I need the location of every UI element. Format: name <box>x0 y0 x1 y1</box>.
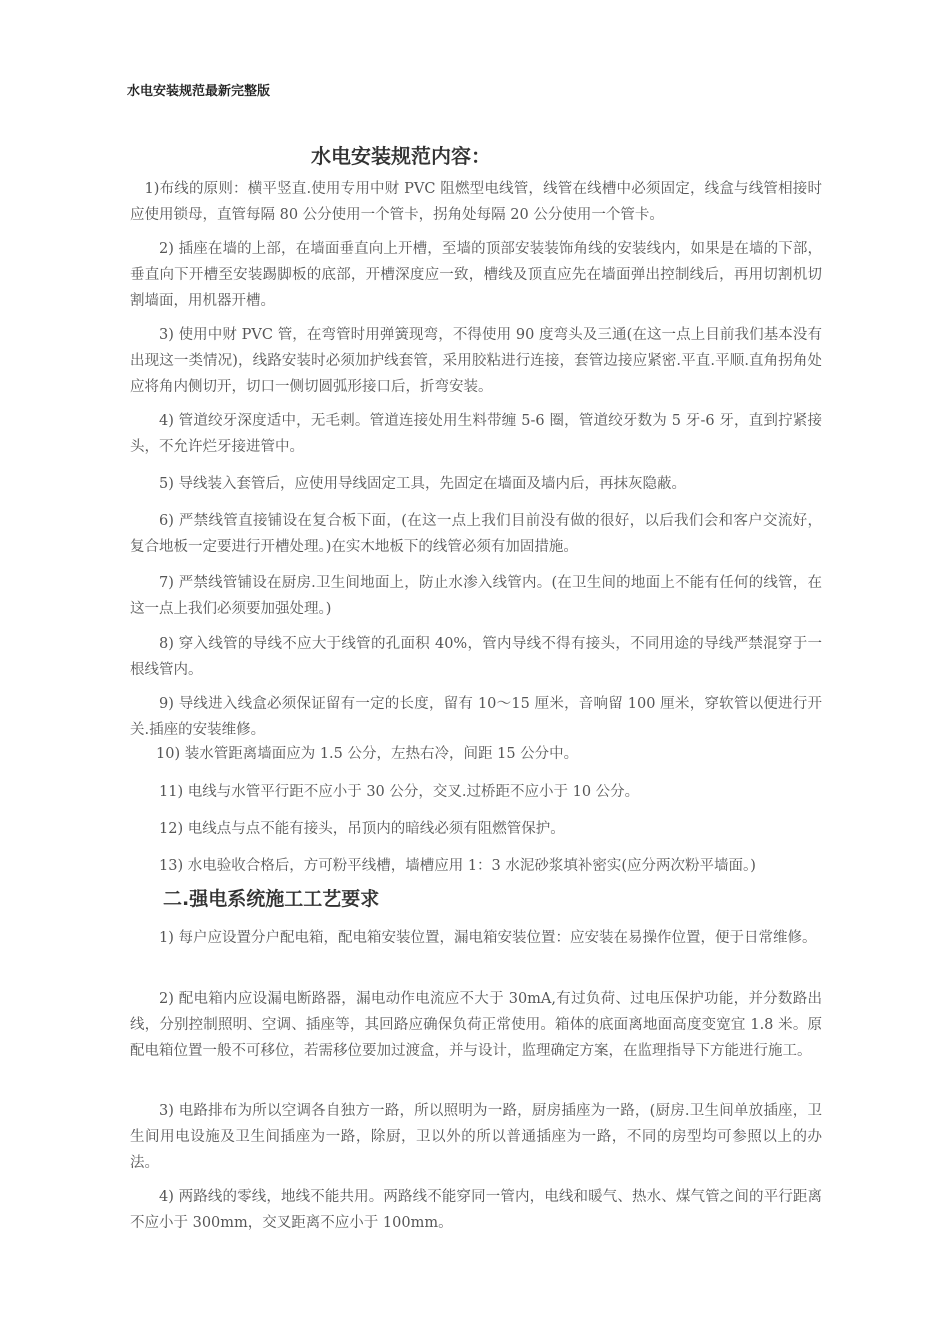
document-title: 水电安装规范内容： <box>311 144 491 168</box>
paragraph-2-2: 2) 配电箱内应设漏电断路器，漏电动作电流应不大于 30mA,有过负荷、过电压保护功能，并分数路出线，分别控制照明、空调、插座等，其回路应确保负荷正常使用。箱体的底面离地面高度变宽宜 1.8 米。原配电箱位置一般不可移位，若需移位要加过渡盒，并与设计，监理确定方案，在监理指导下方能进行施工。 <box>130 991 822 1059</box>
paragraph-1-2: 2) 插座在墙的上部，在墙面垂直向上开槽，至墙的顶部安装装饰角线的安装线内，如果是在墙的下部，垂直向下开槽至安装踢脚板的底部，开槽深度应一致，槽线及顶直应先在墙面弹出控制线后，再用切割机切割墙面，用机器开槽。 <box>130 241 822 309</box>
paragraph-1-1: 1)布线的原则：横平竖直.使用专用中财 PVC 阻燃型电线管，线管在线槽中必须固定，线盒与线管相接时应使用锁母，直管每隔 80 公分使用一个管卡，拐角处每隔 20 公分使用一个管卡。 <box>130 181 822 223</box>
paragraph-1-3: 3) 使用中财 PVC 管，在弯管时用弹簧现弯，不得使用 90 度弯头及三通(在这一点上目前我们基本没有出现这一类情况)，线路安装时必须加护线套管，采用胶粘进行连接，套管边接应紧密.平直.平顺.直角拐角处应将角内侧切开，切口一侧切圆弧形接口后，折弯安装。 <box>130 327 822 395</box>
paragraph-1-6: 6) 严禁线管直接铺设在复合板下面，(在这一点上我们目前没有做的很好，以后我们会和客户交流好，复合地板一定要进行开槽处理。)在实木地板下的线管必须有加固措施。 <box>130 513 822 555</box>
paragraph-1-7: 7) 严禁线管铺设在厨房.卫生间地面上，防止水渗入线管内。(在卫生间的地面上不能有任何的线管，在这一点上我们必须要加强处理。) <box>130 575 822 617</box>
paragraph-1-9: 9) 导线进入线盒必须保证留有一定的长度，留有 10～15 厘米，音响留 100 厘米，穿软管以便进行开关.插座的安装维修。 <box>130 696 822 738</box>
paragraph-2-4: 4) 两路线的零线，地线不能共用。两路线不能穿同一管内，电线和暖气、热水、煤气管之间的平行距离不应小于 300mm，交叉距离不应小于 100mm。 <box>130 1189 822 1231</box>
paragraph-1-11: 11) 电线与水管平行距不应小于 30 公分，交叉.过桥距不应小于 10 公分。 <box>159 784 640 800</box>
paragraph-2-3: 3) 电路排布为所以空调各自独方一路，所以照明为一路，厨房插座为一路，(厨房.卫生间单放插座，卫生间用电设施及卫生间插座为一路，除厨，卫以外的所以普通插座为一路，不同的房型均可参照以上的办法。 <box>130 1103 822 1171</box>
paragraph-1-5: 5) 导线装入套管后，应使用导线固定工具，先固定在墙面及墙内后，再抹灰隐蔽。 <box>159 476 686 492</box>
page-header: 水电安装规范最新完整版 <box>127 84 271 99</box>
paragraph-1-12: 12) 电线点与点不能有接头，吊顶内的暗线必须有阻燃管保护。 <box>159 821 565 837</box>
paragraph-2-1: 1) 每户应设置分户配电箱，配电箱安装位置，漏电箱安装位置：应安装在易操作位置，便于日常维修。 <box>159 930 817 946</box>
paragraph-1-8: 8) 穿入线管的导线不应大于线管的孔面积 40%，管内导线不得有接头，不同用途的导线严禁混穿于一根线管内。 <box>130 636 822 678</box>
section-2-heading: 二.强电系统施工工艺要求 <box>163 888 380 910</box>
paragraph-1-4: 4) 管道绞牙深度适中，无毛刺。管道连接处用生料带缠 5-6 圈，管道绞牙数为 5 牙-6 牙，直到拧紧接头，不允许烂牙接进管中。 <box>130 413 822 455</box>
paragraph-1-13: 13) 水电验收合格后，方可粉平线槽，墙槽应用 1：3 水泥砂浆填补密实(应分两次粉平墙面。) <box>159 858 756 874</box>
paragraph-1-10: 10) 装水管距离墙面应为 1.5 公分，左热右冷，间距 15 公分中。 <box>156 746 579 762</box>
